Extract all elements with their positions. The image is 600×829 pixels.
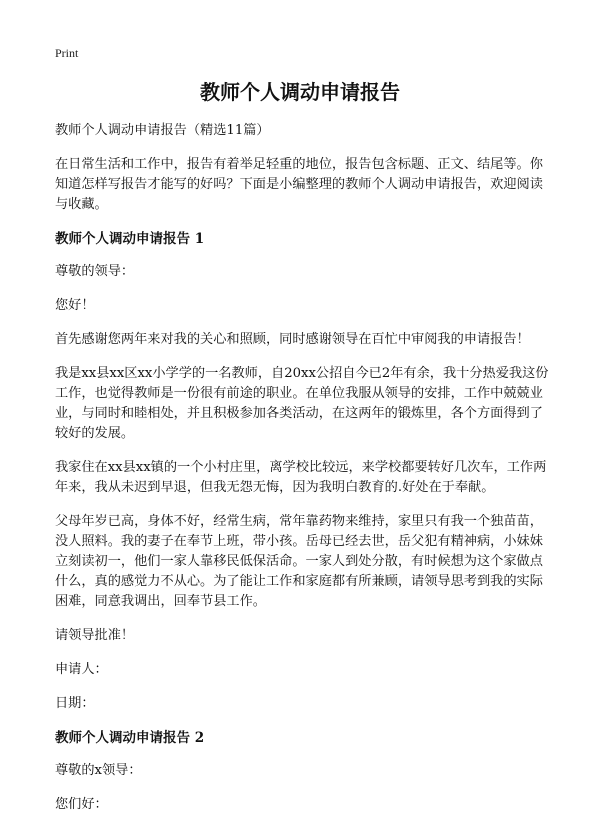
section-1-applicant: 申请人： bbox=[55, 662, 108, 677]
section-1-hello: 您好！ bbox=[55, 298, 95, 313]
section-1-paragraph-2: 我是xx县xx区xx小学学的一名教师，自20xx公招自今已2年有余，我十分热爱我这份工作，也觉得教师是一份很有前途的职业。在单位我服从领导的安排，工作中兢兢业业，与同时和睦相处，并且积极参加各类活动，在这两年的锻炼里，各个方面得到了较好的发展。 bbox=[55, 366, 549, 441]
document-title: 教师个人调动申请报告 bbox=[200, 80, 400, 104]
section-1-heading: 教师个人调动申请报告 1 bbox=[55, 231, 205, 247]
print-link[interactable]: Print bbox=[55, 46, 79, 60]
section-2-heading: 教师个人调动申请报告 2 bbox=[55, 730, 205, 746]
document-subtitle: 教师个人调动申请报告（精选11篇） bbox=[55, 123, 270, 138]
section-1-date: 日期： bbox=[55, 696, 95, 711]
section-1-paragraph-1: 首先感谢您两年来对我的关心和照顾，同时感谢领导在百忙中审阅我的申请报告！ bbox=[55, 332, 530, 347]
section-2-hello: 您们好： bbox=[55, 797, 108, 812]
section-1-paragraph-3: 我家住在xx县xx镇的一个小村庄里，离学校比较远，来学校都要转好几次车，工作两年来，我从未迟到早退，但我无怨无悔，因为我明白教育的.好处在于奉献。 bbox=[55, 460, 547, 495]
section-1-paragraph-5: 请领导批准！ bbox=[55, 628, 135, 643]
section-1-greeting: 尊敬的领导： bbox=[55, 264, 135, 279]
intro-paragraph: 在日常生活和工作中，报告有着举足轻重的地位，报告包含标题、正文、结尾等。你知道怎样写报告才能写的好吗？下面是小编整理的教师个人调动申请报告，欢迎阅读与收藏。 bbox=[55, 157, 543, 212]
section-2-greeting: 尊敬的x领导： bbox=[55, 763, 142, 778]
section-1-paragraph-4: 父母年岁已高，身体不好，经常生病，常年靠药物来维持，家里只有我一个独苗苗，没人照料。我的妻子在奉节上班，带小孩。岳母已经去世，岳父犯有精神病，小妹妹立刻读初一，他们一家人靠移民低保活命。一家人到处分散，有时候想为这个家做点什么，真的感觉力不从心。为了能让工作和家庭都有所兼顾，请领导思考到我的实际困难，同意我调出，回奉节县工作。 bbox=[55, 514, 543, 609]
document-body bbox=[55, 121, 550, 829]
